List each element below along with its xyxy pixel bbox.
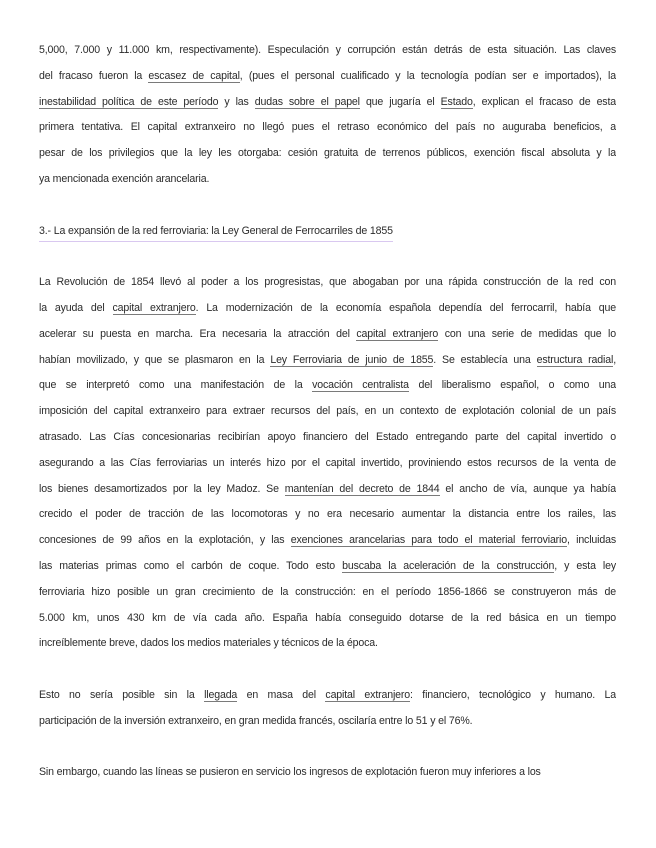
paragraph-4 <box>39 764 616 790</box>
paragraph-1 <box>39 42 616 197</box>
text-run: . La modernización de la economía española dependía del ferrocarril, había que <box>195 301 616 314</box>
text-line <box>39 764 616 790</box>
text-run: concesiones de 99 años en la explotación, y las <box>39 534 291 547</box>
section-heading: 3.- La expansión de la red ferroviaria: la Ley General de Ferrocarriles de 1855 <box>39 223 393 242</box>
paragraph-gap <box>39 248 616 274</box>
text-line <box>39 429 616 455</box>
text-run: , y esta ley <box>554 559 616 572</box>
text-line <box>39 403 616 429</box>
underlined-phrase: vocación centralista <box>312 379 409 392</box>
underlined-phrase: Estado <box>440 95 473 108</box>
text-line <box>39 506 616 532</box>
text-run: , <box>613 353 616 366</box>
text-line <box>39 558 616 584</box>
underlined-phrase: Ley Ferroviaria de junio de 1855 <box>270 353 434 366</box>
paragraph-gap <box>39 197 616 223</box>
text-line <box>39 145 616 171</box>
text-run: La Revolución de 1854 llevó al poder a los progresistas, que abogaban por una rápida construcción de la red con <box>39 276 616 289</box>
text-line <box>39 94 616 120</box>
text-run: los bienes desamortizados por la ley Madoz. Se <box>39 482 285 495</box>
text-run: 5.000 km, unos 430 km de vía cada año. España había conseguido dotarse de la red básica en un tiempo <box>39 611 616 624</box>
text-line <box>39 455 616 481</box>
text-line <box>39 635 616 661</box>
text-run: increíblemente breve, dados los medios materiales y técnicos de la época. <box>39 637 378 650</box>
text-run: habían movilizado, y que se plasmaron en la <box>39 353 271 366</box>
underlined-phrase: escasez de capital <box>148 69 240 82</box>
text-run: Sin embargo, cuando las líneas se pusieron en servicio los ingresos de explotación fueron muy inferiores a los <box>39 766 541 779</box>
underlined-phrase: dudas sobre el papel <box>254 95 360 108</box>
text-run: que jugaría el <box>359 95 441 108</box>
text-run: , (pues el personal cualificado y la tecnología podían ser e importados), la <box>239 69 616 82</box>
text-run: 5,000, 7.000 y 11.000 km, respectivamente). Especulación y corrupción están detrás de esta situación. Las claves <box>39 44 616 56</box>
text-run: del liberalismo español, o como una <box>408 379 616 392</box>
underlined-phrase: capital extranjero <box>356 327 439 340</box>
text-line <box>39 119 616 145</box>
text-run: crecido el poder de tracción de las locomotoras y no era necesario aumentar la distancia entre los railes, las <box>39 508 616 521</box>
paragraph-3 <box>39 687 616 739</box>
text-line <box>39 68 616 94</box>
paragraph-gap <box>39 661 616 687</box>
paragraph-2 <box>39 274 616 661</box>
text-run: . Se establecía una <box>433 353 537 366</box>
text-run: en masa del <box>237 688 326 701</box>
underlined-phrase: capital extranjero <box>112 301 196 314</box>
text-run: participación de la inversión extranxeiro, en gran medida francés, oscilaría entre lo 51 y el 76%. <box>39 714 473 727</box>
text-run: atrasado. Las Cías concesionarias recibirían apoyo financiero del Estado entregando parte del capital invertido o <box>39 430 616 443</box>
underlined-phrase: llegada <box>204 688 238 701</box>
section-heading-line <box>39 223 616 249</box>
underlined-phrase: estructura radial <box>536 353 614 366</box>
underlined-phrase: capital extranjero <box>325 688 411 701</box>
text-run: con una serie de medidas que lo <box>438 327 616 340</box>
text-line <box>39 532 616 558</box>
text-run: las materias primas como el carbón de coque. Todo esto <box>39 559 343 572</box>
text-run: pesar de los privilegios que la ley les otorgaba: cesión gratuita de terrenos públicos, exención fiscal absoluta y la <box>39 147 616 160</box>
text-line <box>39 274 616 300</box>
text-run: y las <box>218 95 255 108</box>
underlined-phrase: mantenían del decreto de 1844 <box>284 482 440 495</box>
underlined-phrase: inestabilidad política de este período <box>39 95 219 108</box>
text-run: que se interpretó como una manifestación de la <box>39 379 313 392</box>
text-run: ferroviaria hizo posible un gran crecimiento de la construcción: en el período 1856-1866 se construyeron más de <box>39 585 616 598</box>
text-run: Esto no sería posible sin la <box>39 688 205 701</box>
text-run: la ayuda del <box>39 301 113 314</box>
text-line <box>39 42 616 68</box>
text-run: del fracaso fueron la <box>39 69 149 82</box>
text-line <box>39 713 616 739</box>
text-line <box>39 300 616 326</box>
text-run: , incluidas <box>567 534 616 547</box>
text-line <box>39 377 616 403</box>
text-line <box>39 610 616 636</box>
text-line <box>39 352 616 378</box>
text-line <box>39 481 616 507</box>
text-run: asegurando a las Cías ferroviarias un interés hizo por el capital invertido, proviniendo estos recursos de la venta de <box>39 456 616 469</box>
text-run: imposición del capital extranxeiro para extraer recursos del país, en un contexto de explotación colonial de un país <box>39 405 616 418</box>
text-run: : financiero, tecnológico y humano. La <box>410 688 616 701</box>
text-run: acelerar su puesta en marcha. Era necesaria la atracción del <box>39 327 357 340</box>
text-run: el ancho de vía, aunque ya había <box>439 482 616 495</box>
text-run: ya mencionada exención arancelaria. <box>39 172 210 185</box>
text-line <box>39 687 616 713</box>
text-line <box>39 326 616 352</box>
text-line <box>39 584 616 610</box>
underlined-phrase: buscaba la aceleración de la construcción <box>342 559 555 572</box>
underlined-phrase: exenciones arancelarias para todo el material ferroviario <box>290 534 568 547</box>
text-run: primera tentativa. El capital extranxeiro no llegó pues el retraso económico del país no auguraba beneficios, a <box>39 121 616 134</box>
text-line <box>39 171 616 197</box>
text-run: , explican el fracaso de esta <box>472 95 616 108</box>
paragraph-gap <box>39 739 616 765</box>
